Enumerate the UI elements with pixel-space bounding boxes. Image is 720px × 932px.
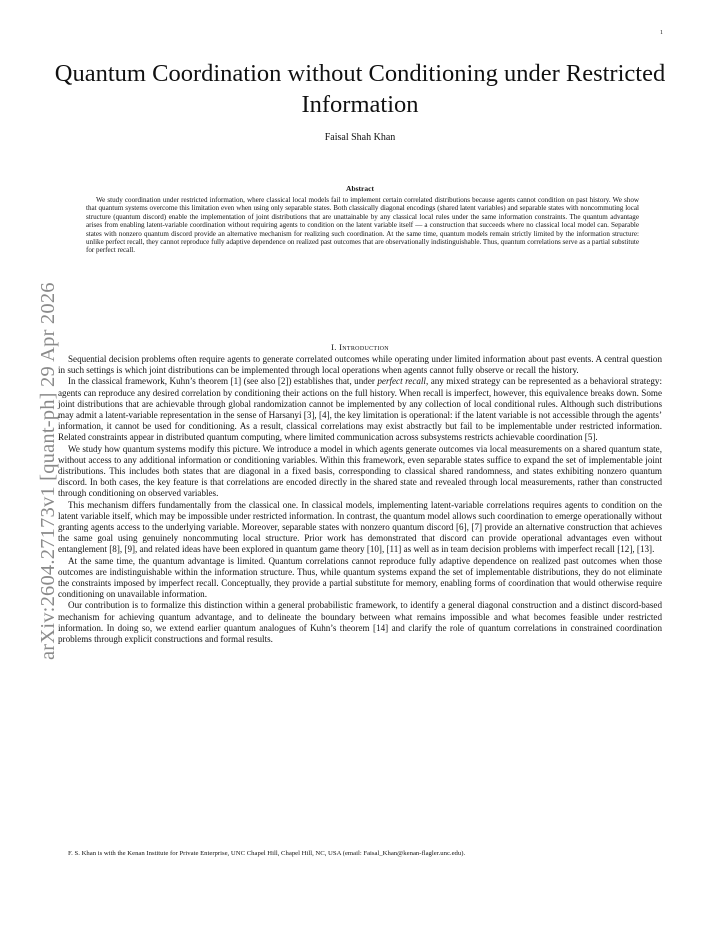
arxiv-identifier: arXiv:2604.27173v1 [quant-ph] 29 Apr 2026 [37,282,59,660]
paragraph-5 [58,556,662,601]
page-number: 1 [660,30,663,36]
paragraph-3 [58,444,662,500]
paper-title: Quantum Coordination without Conditioning under Restricted Information [54,60,666,118]
paragraph-2 [58,376,662,443]
paragraph-text: In the classical framework, Kuhn’s theorem [1] (see also [2]) establishes that, under [68,376,378,387]
abstract-text: We study coordination under restricted information, where classical local models fail to implement certain correlated distributions because agents cannot condition on past history. We show that quantum systems overcome this limitation even when using only separable states. Both classically diagonal encodings (shared latent variables) and separable states with noncommuting local structure (quantum discord) enable the implementation of joint distributions that are unattainable by any classical local rules under the same information constraints. The quantum advantage arises from enabling latent-variable coordination without requiring agents to condition on the latent variable itself — a construction that succeeds where no classical local model can. Separable states with nonzero quantum discord provide an alternative mechanism for realizing such coordination. At the same time, quantum models remain strictly limited by the information structure: unlike perfect recall, they cannot reproduce fully adaptive dependence on realized past outcomes that are observationally indistinguishable. Thus, quantum correlations serve as a partial substitute for perfect recall. [86,196,639,255]
paragraph-1 [58,354,662,376]
introduction-body [58,354,662,645]
paragraph-4 [58,500,662,556]
paragraph-text: This mechanism differs fundamentally from the classical one. In classical models, implementing latent-variable correlations requires agents to condition on the latent variable itself, which may be impossible under restricted information. In contrast, the quantum model allows such coordination to emerge operationally without granting agents access to the underlying variable. Moreover, separable states with nonzero quantum discord [6], [7] provide an alternative construction that achieves the same goal using genuinely noncommuting local structure. Prior work has demonstrated that discord can provide operational advantages even without entanglement [8], [9], and related ideas have been explored in quantum game theory [10], [11] as well as in team decision problems with imperfect recall [12], [13]. [58,499,662,555]
paragraph-text: At the same time, the quantum advantage is limited. Quantum correlations cannot reproduce fully adaptive dependence on realized past outcomes when those outcomes are indistinguishable within the information structure. Thus, while quantum systems expand the set of implementable distributions, they do not eliminate the constraints imposed by imperfect recall. Conceptually, they provide a partial substitute for memory, enabling forms of coordination that would otherwise require conditioning on unavailable information. [58,555,662,600]
paragraph-text: We study how quantum systems modify this picture. We introduce a model in which agents generate outcomes via local measurements on a shared quantum state, without access to any additional information or conditioning variables. Within this framework, even separable states suffice to expand the set of implementable joint distributions. This includes both states that are diagonal in a fixed basis, corresponding to classical shared randomness, and states exhibiting nonzero quantum discord. In both cases, the key feature is that correlations are encoded directly in the shared state and revealed through local measurements, rather than constructed through conditioning on observed variables. [58,443,662,499]
paragraph-6 [58,600,662,645]
emphasis-text: perfect recall [377,376,426,387]
abstract-heading: Abstract [346,184,374,193]
section-heading: I. Introduction [331,342,389,352]
paragraph-text: Our contribution is to formalize this distinction within a general probabilistic framework, to identify a general diagonal construction and a distinct discord-based mechanism for achieving quantum advantage, and to delineate the boundary between what remains impossible and what becomes feasible under restricted information. In doing so, we extend earlier quantum analogues of Kuhn’s theorem [14] and clarify the role of quantum correlations in constrained coordination problems through explicit constructions and formal results. [58,600,662,645]
author-name: Faisal Shah Khan [324,132,396,143]
paragraph-text: , any mixed strategy can be represented as a behavioral strategy: agents can reproduce any desired correlation by conditioning their actions on the full history. When recall is imperfect, however, this equivalence breaks down. Some joint distributions that are achievable through global randomization cannot be implemented by any collection of local conditional rules. Although such distributions may admit a latent-variable representation in the sense of Harsanyi [3], [4], the key limitation is operational: if the latent variable is not accessible through the agents’ information, it cannot be used for conditioning. As a result, classical correlations may exist abstractly but fail to be implementable under restricted information. Related constraints appear in distributed quantum computing, where limited communication across subsystems restricts achievable coordination [5]. [58,376,662,443]
paragraph-text: Sequential decision problems often require agents to generate correlated outcomes while operating under limited information about past events. A central question in such settings is which joint distributions can be implemented through local operations when agents cannot fully observe or recall the history. [58,354,662,376]
footnote: F. S. Khan is with the Kenan Institute for Private Enterprise, UNC Chapel Hill, Chapel Hill, NC, USA (email: Faisal_Khan@kenan-flagler.unc.edu). [68,850,466,857]
